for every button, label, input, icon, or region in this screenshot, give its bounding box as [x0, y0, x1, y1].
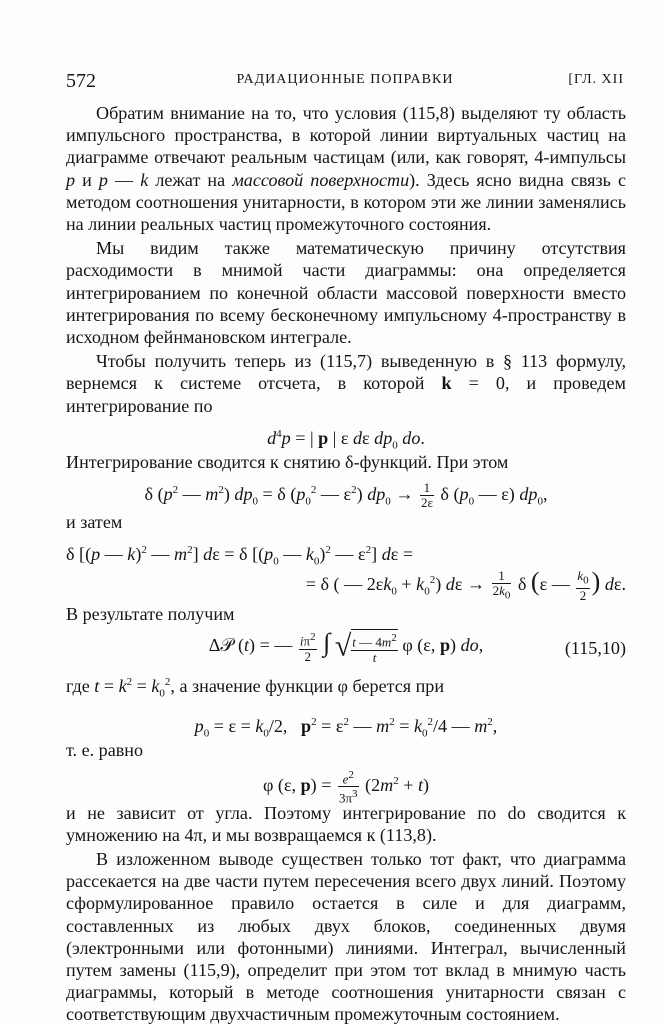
- running-title: РАДИАЦИОННЫЕ ПОПРАВКИ: [236, 72, 454, 87]
- equation-delta-2a: δ [(p — k)$^2$ — $m^2$] dε = δ [($p_0$ — $k_0)^2$ — $\varepsilon^2$] dε =: [66, 544, 414, 568]
- text-integration: Интегрирование сводится к снятию δ-функций. При этом: [66, 451, 509, 472]
- equation-number: (115,10): [564, 638, 626, 659]
- paragraph-3: Чтобы получить теперь из (115,7) выведенную в § 113 формулу, вернемся к системе отсчета, в которой k = 0, и проведем интегрирование по: [66, 351, 626, 416]
- equation-conditions: $p_0 = \varepsilon = k_0/2$, $p^2 = \varepsilon^2$ — $m^2 = k_0^2/4$ — $m^2$,: [194, 716, 498, 740]
- paragraph-2: Мы видим также математическую причину отсутствия расходимости в мнимой части диаграммы: она определяется интегрированием по конечной области массовой поверхности вместо интегрирования по всему бесконечному импульсному 4-пространству в исходном фейнмановском интеграле.: [66, 238, 626, 348]
- page-number: 572: [66, 70, 96, 92]
- paragraph-1: Обратим внимание на то, что условия (115,8) выделяют ту область импульсного пространства, в которой линии виртуальных частиц на диаграмме отвечают реальным частицам (или, как говорят, 4-импульсы p и p — k лежат на массовой поверхности). Здесь ясно видна связь с методом соотношения унитарности, в котором эти же линии заменялись на линии реальных частиц промежуточного состояния.: [66, 103, 626, 235]
- running-header: [66, 66, 624, 92]
- text-ie-equal: т. е. равно: [66, 740, 144, 761]
- page-body: [66, 102, 626, 1026]
- chapter-label: [ГЛ. XII: [568, 72, 624, 87]
- equation-delta-1: δ ($p^2$ — $m^2$) $dp_0 = \delta$ ($p_0^2$ — $\varepsilon^2$) $dp_0$ → $\frac{1}{2\varepsilon}$ δ ($p_0$ — ε) $dp_0$,: [144, 480, 548, 511]
- equation-delta-2b: = δ ( — $2\varepsilon k_0 + k_0^2$) dε → $\frac{1}{2k_0}$ δ (ε — $\frac{k_0}{2}$ ) dε.: [305, 567, 626, 603]
- equation-115-10: Δ𝒫 (t) = — $\frac{i\pi^2}{2}$ ∫ √ $\frac{t — 4m^2}{t}$ φ (ε, p) do, (115,10): [208, 628, 626, 665]
- equation-d4p: $d^4p$ = | p | ε dε $dp_0$ do.: [267, 427, 425, 452]
- equation-phi: φ (ε, p) = $\frac{e^2}{3\pi^3}$ $(2m^2 + t)$: [262, 768, 430, 806]
- text-and-then: и затем: [66, 512, 123, 533]
- paragraph-4: и не зависит от угла. Поэтому интегрирование по do сводится к умножению на 4π, и мы возвращаемся к (113,8).: [66, 802, 626, 845]
- text-where: где $t = k^2 = k_0^2$, а значение функции φ берется при: [66, 676, 445, 701]
- emphasis-mass-surface: массовой поверхности: [232, 169, 410, 190]
- text-in-result: В результате получим: [66, 604, 235, 625]
- paragraph-5: В изложенном выводе существен только тот факт, что диаграмма рассекается на две части путем пересечения всего двух линий. Поэтому сформулированное правило остается в силе и для диаграмм, составленных из любых двух блоков, соединенных двумя (электронными или фотонными) линиями. Интеграл, вычисленный путем замены (115,9), определит при этом тот вклад в мнимую часть диаграммы, который в методе соотношения унитарности связан с соответствующим двухчастичным промежуточным состоянием.: [66, 848, 626, 1025]
